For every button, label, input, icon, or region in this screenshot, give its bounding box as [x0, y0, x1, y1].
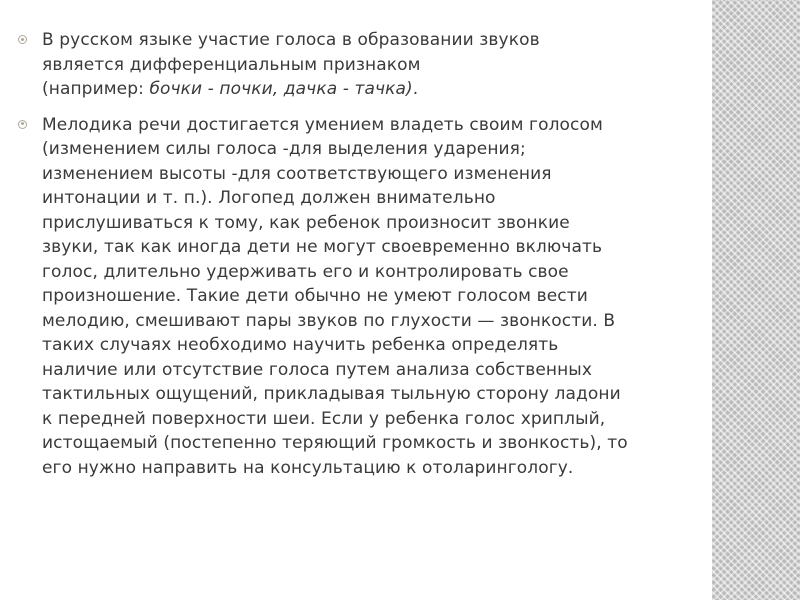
bullet-circle-icon [18, 35, 27, 44]
bullet-2-line-3: изменением высоты -для соответствующего изменения [42, 163, 552, 184]
bullet-2-line-15: его нужно направить на консультацию к отоларингологу. [42, 457, 574, 478]
bullet-2-line-5: прислушиваться к тому, как ребенок произносит звонкие [42, 212, 570, 233]
example-words: бочки - почки, дачка - тачка) [149, 79, 413, 99]
bullet-2-line-8: произношение. Такие дети обычно не умеют голосом вести [42, 286, 588, 306]
bullet-2-line-2: (изменением силы голоса -для выделения ударения; [42, 139, 526, 159]
bullet-2-line-14: истощаемый (постепенно теряющий громкость и звонкость), то [42, 433, 628, 453]
bullet-1-example-line [42, 77, 706, 102]
bullet-2-line-7: голос, длительно удерживать его и контролировать свое [42, 261, 569, 282]
bullet-item-2 [16, 113, 706, 481]
bullet-1-line-2: является дифференциальным признаком [42, 54, 421, 75]
example-suffix: . [412, 79, 419, 99]
bullet-2-line-11: наличие или отсутствие голоса путем анализа собственных [42, 359, 592, 380]
bullet-2-line-9: мелодию, смешивают пары звуков по глухости — звонкости. В [42, 310, 616, 331]
bullet-2-line-6: звуки, так как иногда дети не могут своевременно включать [42, 237, 603, 257]
bullet-1-line-1: В русском языке участие голоса в образовании звуков [42, 30, 540, 50]
example-prefix: (например: [42, 79, 150, 99]
bullet-2-line-13: к передней поверхности шеи. Если у ребенка голос хриплый, [42, 408, 606, 429]
bullet-circle-icon [18, 120, 27, 129]
bullet-2-line-1: Мелодика речи достигается умением владеть своим голосом [42, 114, 603, 135]
bullet-2-line-4: интонации и т. п.). Логопед должен внимательно [42, 188, 496, 208]
bullet-2-line-10: таких случаях необходимо научить ребенка определять [42, 335, 559, 355]
bullet-2-line-12: тактильных ощущений, прикладывая тыльную сторону ладони [42, 384, 621, 404]
bullet-item-1 [16, 28, 706, 102]
slide-content [16, 28, 706, 480]
decorative-side-band [712, 0, 800, 600]
